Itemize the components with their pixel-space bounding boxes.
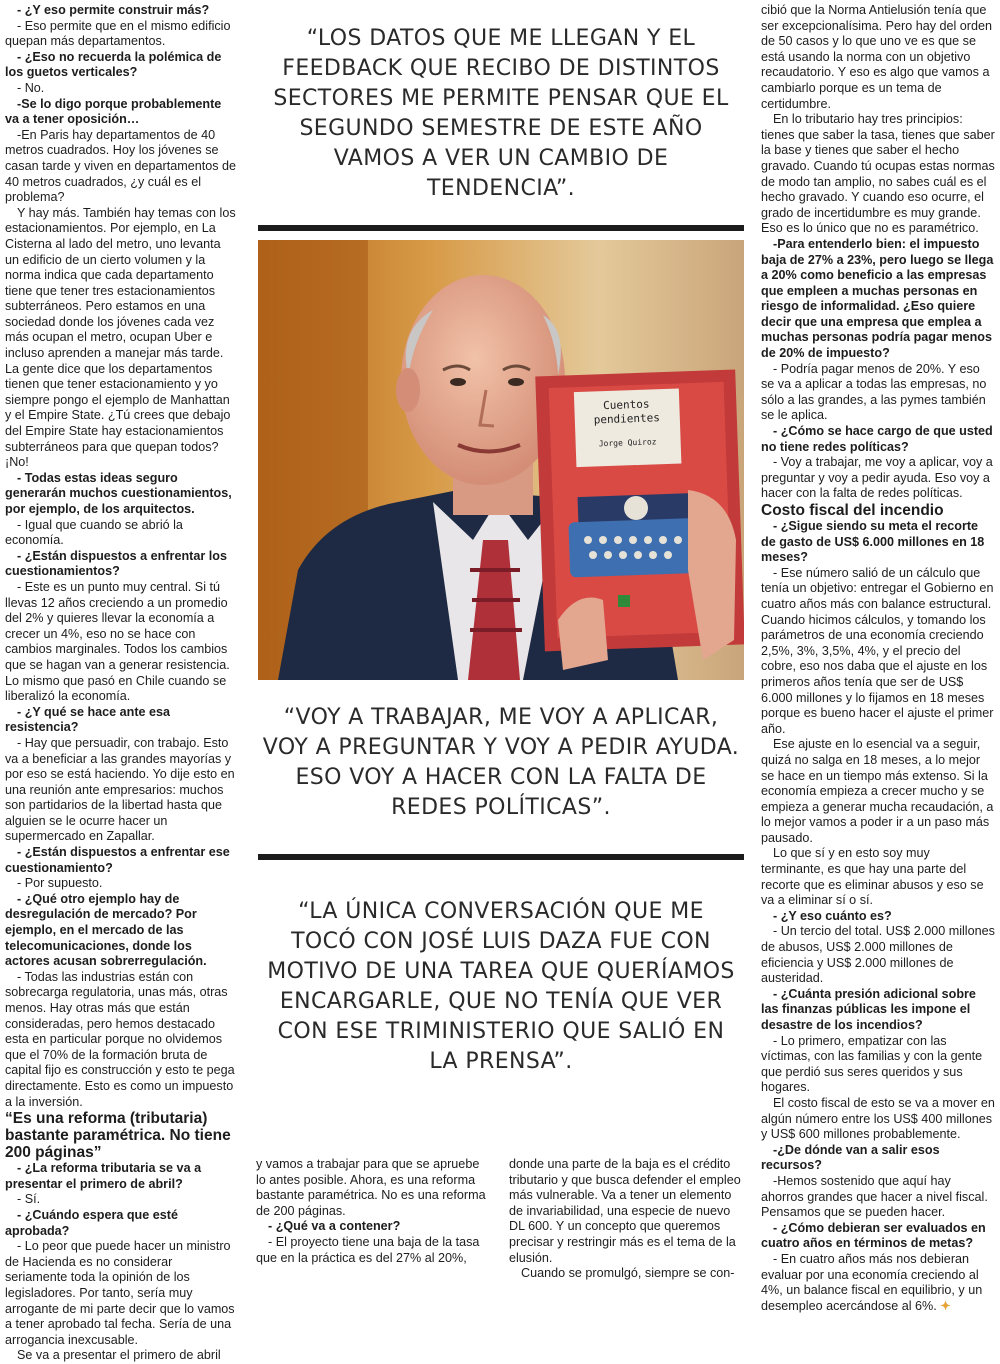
paragraph: - Hay que persuadir, con trabajo. Esto va a beneficiar a las grandes mayorías y por eso se está haciendo. Yo dije esto en una reunión ante empresarios: muchos son partidarios de la libertad hasta que alguien se le ocurre hacer un supermercado en Zapallar.	[5, 735, 235, 844]
paragraph: cibió que la Norma Antielusión tenía que ser excepcionalísima. Pero hay del orden de 50 casos y lo que uno ve es que se está usando la norma con un objetivo recaudatorio. Y eso es algo que vamos a cambiarlo porque es un tema de certidumbre.	[761, 3, 993, 111]
pull-quote-middle: “VOY A TRABAJAR, ME VOY A APLICAR, VOY A PREGUNTAR Y VOY A PEDIR AYUDA. ESO VOY A HACER CON LA FALTA DE REDES POLÍTICAS”.	[262, 705, 740, 820]
divider-rule	[258, 225, 744, 231]
interview-question: - ¿Cuándo espera que esté aprobada?	[5, 1207, 178, 1238]
paragraph: - No.	[17, 80, 45, 95]
paragraph: Ese ajuste en lo esencial va a seguir, quizá no salga en 18 meses, a lo mejor se hace en un tiempo más extenso. Si la economía empieza a crecer mucho y se empieza a generar mucha recaudación, a lo mejor vamos a poder ir a un paso más pausado.	[761, 737, 994, 845]
interview-question: - ¿La reforma tributaria se va a presentar el primero de abril?	[5, 1161, 202, 1191]
paragraph: - Igual que cuando se abrió la economía.	[5, 517, 183, 548]
left-column	[5, 3, 237, 1364]
interview-question: - ¿Y eso cuánto es?	[773, 908, 892, 923]
interview-question: - ¿Sigue siendo su meta el recorte de gasto de US$ 6.000 millones en 18 meses?	[761, 519, 985, 565]
interview-question: - ¿Cuánta presión adicional sobre las finanzas públicas les impone el desastre de los incendios?	[761, 986, 976, 1032]
paragraph: En lo tributario hay tres principios: tienes que saber la tasa, tienes que saber la base y tienes que saber el hecho gravado. Cuando tú ocupas estas normas de modo tan amplio, no sabes cuál es el hecho gravado. Y cuando eso ocurre, el grado de incertidumbre es muy grande. Eso es lo único que no es paramétrico.	[761, 112, 995, 236]
interview-question: -¿De dónde van a salir esos recursos?	[761, 1142, 940, 1173]
divider-rule	[258, 854, 744, 860]
interview-question: -Se lo digo porque probablemente va a tener oposición…	[5, 96, 222, 127]
paragraph: - Podría pagar menos de 20%. Y eso se va a aplicar a todas las empresas, no sólo a las grandes, a las pymes también se le aplica.	[761, 361, 987, 423]
portrait-photo	[258, 240, 744, 680]
bottom-column-2	[256, 1157, 491, 1266]
paragraph: Y hay más. También hay temas con los estacionamientos. Por ejemplo, en La Cisterna al lado del metro, uno levanta un edificio de un cierto volumen y la norma indica que cada departamento tiene que tener tres estacionamientos subterráneos. Pero estamos en una sociedad donde los jóvenes cada vez más ocupan el metro, ocupan Uber e incluso aprenden a manejar más tarde. La gente dice que los departamentos tienen que tener estacionamiento y yo siempre pongo el ejemplo de Manhattan y el Empire State. ¿Tú crees que debajo del Empire State hay estacionamientos subterráneos para que quepan todos? ¡No!	[5, 205, 236, 470]
paragraph: -Hemos sostenido que aquí hay ahorros grandes que hacer a nivel fiscal. Pensamos que se pueden hacer.	[761, 1173, 988, 1220]
interview-question: - ¿Cómo debieran ser evaluados en cuatro años en términos de metas?	[761, 1220, 986, 1251]
paragraph: - Un tercio del total. US$ 2.000 millones de abusos, US$ 2.000 millones de eficiencia y US$ 2.000 millones de austeridad.	[761, 924, 995, 986]
paragraph: - Ese número salió de un cálculo que tenía un objetivo: entregar el Gobierno en cuatro años más con balance estructural. Cuando hicimos cálculos, y tomando los parámetros de una economía creciendo 2,5%, 3%, 3,5%, 4%, y el precio del cobre, eso nos daba que el ajuste en los primeros años tenía que ser de US$ 6.000 millones y lo fijamos en 18 meses porque es bueno hacer el ajuste el primer año.	[761, 565, 994, 736]
paragraph: - Sí.	[17, 1192, 41, 1207]
paragraph: - Por supuesto.	[17, 876, 103, 891]
right-column	[761, 3, 996, 1314]
paragraph: y vamos a trabajar para que se apruebe lo antes posible. Ahora, es una reforma bastante paramétrica. No es una reforma de 200 páginas.	[256, 1157, 486, 1218]
interview-question: - ¿Y eso permite construir más?	[17, 3, 210, 17]
interview-question: - Todas estas ideas seguro generarán muchos cuestionamientos, por ejemplo, de los arquitectos.	[5, 470, 232, 516]
portrait-illustration	[258, 240, 744, 680]
pull-quote-top: “LOS DATOS QUE ME LLEGAN Y EL FEEDBACK QUE RECIBO DE DISTINTOS SECTORES ME PERMITE PENSAR QUE EL SEGUNDO SEMESTRE DE ESTE AÑO VAMOS A VER UN CAMBIO DE TENDENCIA”.	[273, 26, 729, 201]
paragraph: donde una parte de la baja es el crédito tributario y que busca defender el empleo más vulnerable. Va a tener un elemento de invariabilidad, una especie de nuevo DL 600. Y un concepto que queremos precisar y restringir más es el tema de la elusión.	[509, 1157, 741, 1265]
paragraph: - El proyecto tiene una baja de la tasa que en la práctica es del 27% al 20%,	[256, 1234, 480, 1265]
paragraph: Lo que sí y en esto soy muy terminante, es que hay una parte del recorte que es eliminar abusos y eso se va a eliminar sí o sí.	[761, 846, 984, 908]
paragraph: - Eso permite que en el mismo edificio quepan más departamentos.	[5, 18, 231, 49]
interview-question: - ¿Cómo se hace cargo de que usted no tiene redes políticas?	[761, 424, 993, 454]
interview-question: - ¿Están dispuestos a enfrentar los cuestionamientos?	[5, 548, 227, 579]
paragraph: Cuando se promulgó, siempre se con-	[521, 1266, 735, 1281]
pull-quote-bottom: “LA ÚNICA CONVERSACIÓN QUE ME TOCÓ CON JOSÉ LUIS DAZA FUE CON MOTIVO DE UNA TAREA QUE QUERÍAMOS ENCARGARLE, QUE NO TENÍA QUE VER CON ESE TRIMINISTERIO QUE SALIÓ EN LA PRENSA”.	[267, 899, 735, 1074]
paragraph: - Lo primero, empatizar con las víctimas, con las familias y con la gente que perdió sus seres queridos y sus hogares.	[761, 1033, 983, 1095]
interview-question: - ¿Qué va a contener?	[268, 1219, 401, 1234]
section-heading: Costo fiscal del incendio	[761, 502, 944, 519]
paragraph: - Lo peor que puede hacer un ministro de Hacienda es no considerar seriamente toda la opinión de los legisladores. Por tanto, sería muy arrogante de mi parte decir que lo vamos a tener aprobado tal fecha. Sería de una arrogancia inexcusable.	[5, 1239, 235, 1347]
interview-question: - ¿Eso no recuerda la polémica de los guetos verticales?	[5, 49, 222, 80]
interview-question: - ¿Qué otro ejemplo hay de desregulación de mercado? Por ejemplo, en el mercado de las telecomunicaciones, donde los actores acusan sobrerregulación.	[5, 891, 207, 969]
end-mark-icon: ✦	[936, 1298, 951, 1313]
interview-question: - ¿Están dispuestos a enfrentar ese cuestionamiento?	[5, 845, 230, 875]
paragraph: El costo fiscal de esto se va a mover en algún número entre los US$ 400 millones y US$ 600 millones probablemente.	[761, 1095, 995, 1142]
paragraph: - Voy a trabajar, me voy a aplicar, voy a preguntar y voy a pedir ayuda. Eso voy a hacer con la falta de redes políticas.	[761, 455, 993, 501]
bottom-column-3	[509, 1157, 744, 1282]
book-title-line2: pendientes	[593, 411, 661, 427]
paragraph: - En cuatro años más nos debieran evaluar por una economía creciendo al 4%, un balance fiscal en equilibrio, y un desempleo acercándose al 6%. ✦	[761, 1251, 983, 1313]
paragraph: Se va a presentar el primero de abril	[17, 1348, 221, 1363]
paragraph: - Este es un punto muy central. Si tú llevas 12 años creciendo a un promedio del 2% y quieres llevar la economía a crecer un 4%, eso no se hace con cambios marginales. Todos los cambios que se hagan van a generar resistencia. Lo mismo que pasó en Chile cuando se liberalizó la economía.	[5, 579, 230, 704]
interview-question: -Para entenderlo bien: el impuesto baja de 27% a 23%, pero luego se llega a 20% como beneficio a las empresas que empleen a muchas personas en riesgo de informalidad. ¿Eso quiere decir que una empresa que emplea a muchas personas podría pagar menos de 20% de impuesto?	[761, 236, 994, 361]
interview-question: - ¿Y qué se hace ante esa resistencia?	[5, 704, 171, 735]
book-title-line1: Cuentos	[602, 397, 650, 413]
paragraph: - Todas las industrias están con sobrecarga regulatoria, unas más, otras menos. Hay otras más que están consideradas, pero hemos destacado esta en particular porque no olvidemos que el 70% de la formación bruta de capital fijo es construcción y esto te pega directamente. Esto es como un impuesto a la inversión.	[5, 969, 235, 1109]
book-author: Jorge Quiroz	[598, 437, 657, 449]
paragraph: -En Paris hay departamentos de 40 metros cuadrados. Hoy los jóvenes se casan tarde y viven en departamentos de 40 metros cuadrados, ¿y cuál es el problema?	[5, 127, 237, 205]
section-heading: “Es una reforma (tributaria) bastante paramétrica. No tiene 200 páginas”	[5, 1110, 231, 1162]
